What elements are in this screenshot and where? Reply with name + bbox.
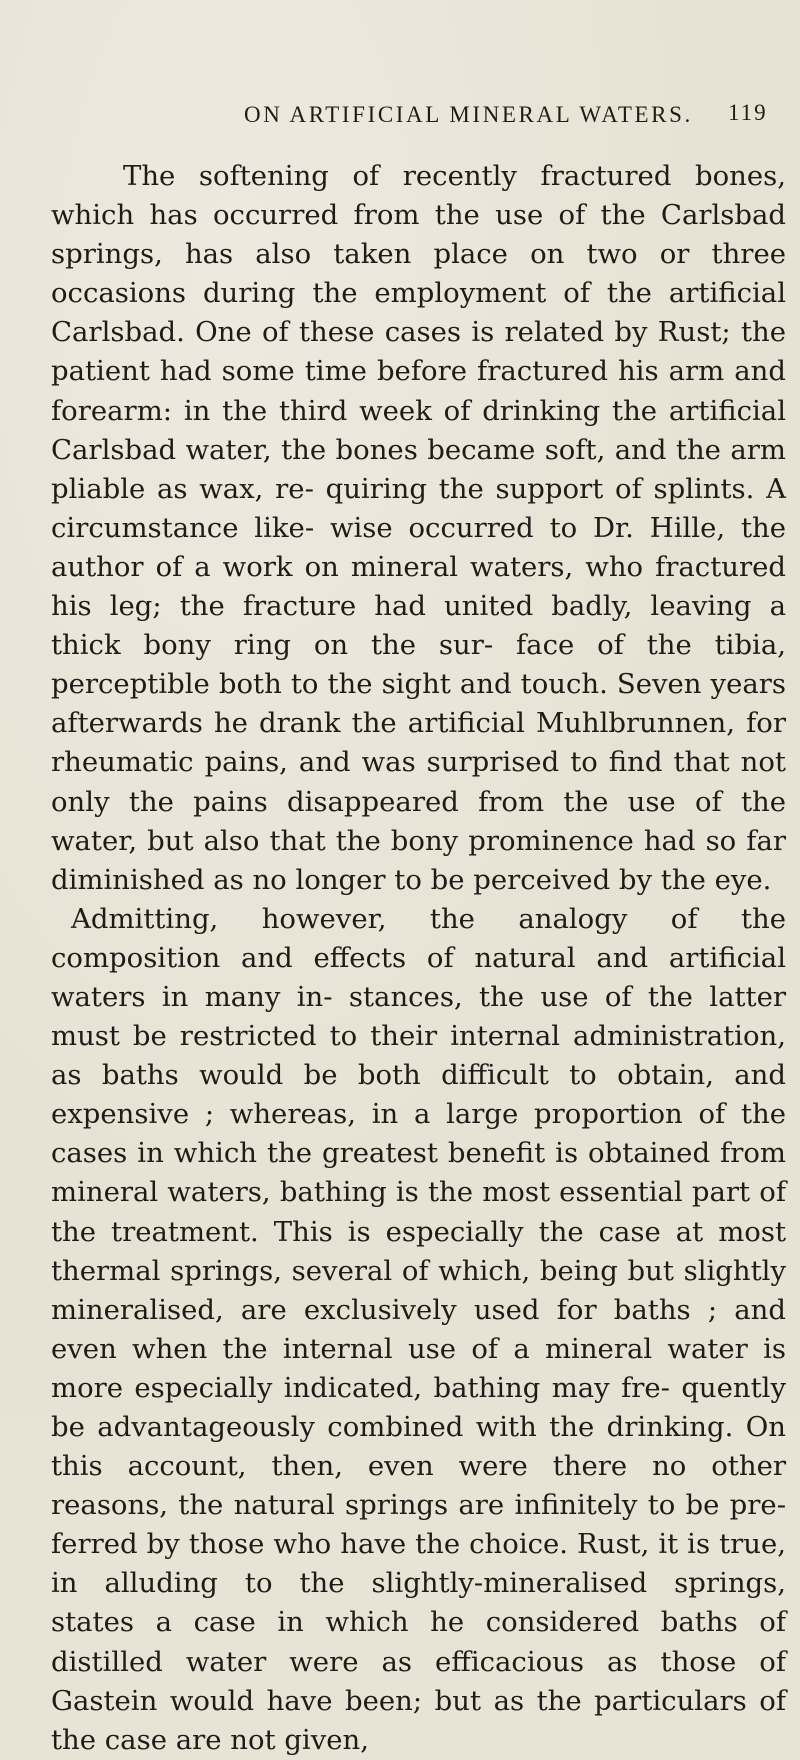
paragraph-1: The softening of recently fractured bones, which has occurred from the use of the Carlsbad springs, has also taken place on two or three occasions during the employment of the artificial Carlsbad. One of these cases is related by Rust; the patient had some time before fractured his arm and forearm: in the third week of drinking the artificial Carlsbad water, the bones became soft, and the arm pliable as wax, re- quiring the support of splints. A circumstance like- wise occurred to Dr. Hille, the author of a work on mineral waters, who fractured his leg; the fracture had united badly, leaving a thick bony ring on the sur- face of the tibia, perceptible both to the sight and touch. Seven years afterwards he drank the artificial Muhlbrunnen, for rheumatic pains, and was surprised to find that not only the pains disappeared from the use of the water, but also that the bony prominence had so far diminished as no longer to be perceived by the eye. — [51, 160, 786, 896]
paragraph-2: Admitting, however, the analogy of the composition and effects of natural and artificial waters in many in- stances, the use of the latter must be restricted to their internal administration, as baths would be both difficult to obtain, and expensive ; whereas, in a large proportion of the cases in which the greatest benefit is obtained from mineral waters, bathing is the most essential part of the treatment. This is especially the case at most thermal springs, several of which, being but slightly mineralised, are exclusively used for baths ; and even when the internal use of a mineral water is more especially indicated, bathing may fre- quently be advantageously combined with the drinking. On this account, then, even were there no other reasons, the natural springs are infinitely to be pre- ferred by those who have the choice. Rust, it is true, in alluding to the slightly-mineralised springs, states a case in which he considered baths of distilled water were as efficacious as those of Gastein would have been; but as the particulars of the case are not given, — [51, 902, 786, 1756]
running-title: ON ARTIFICIAL MINERAL WATERS. — [244, 102, 693, 127]
page-header — [200, 102, 800, 142]
page-number: 119 — [728, 100, 768, 125]
body-text — [51, 157, 786, 1760]
